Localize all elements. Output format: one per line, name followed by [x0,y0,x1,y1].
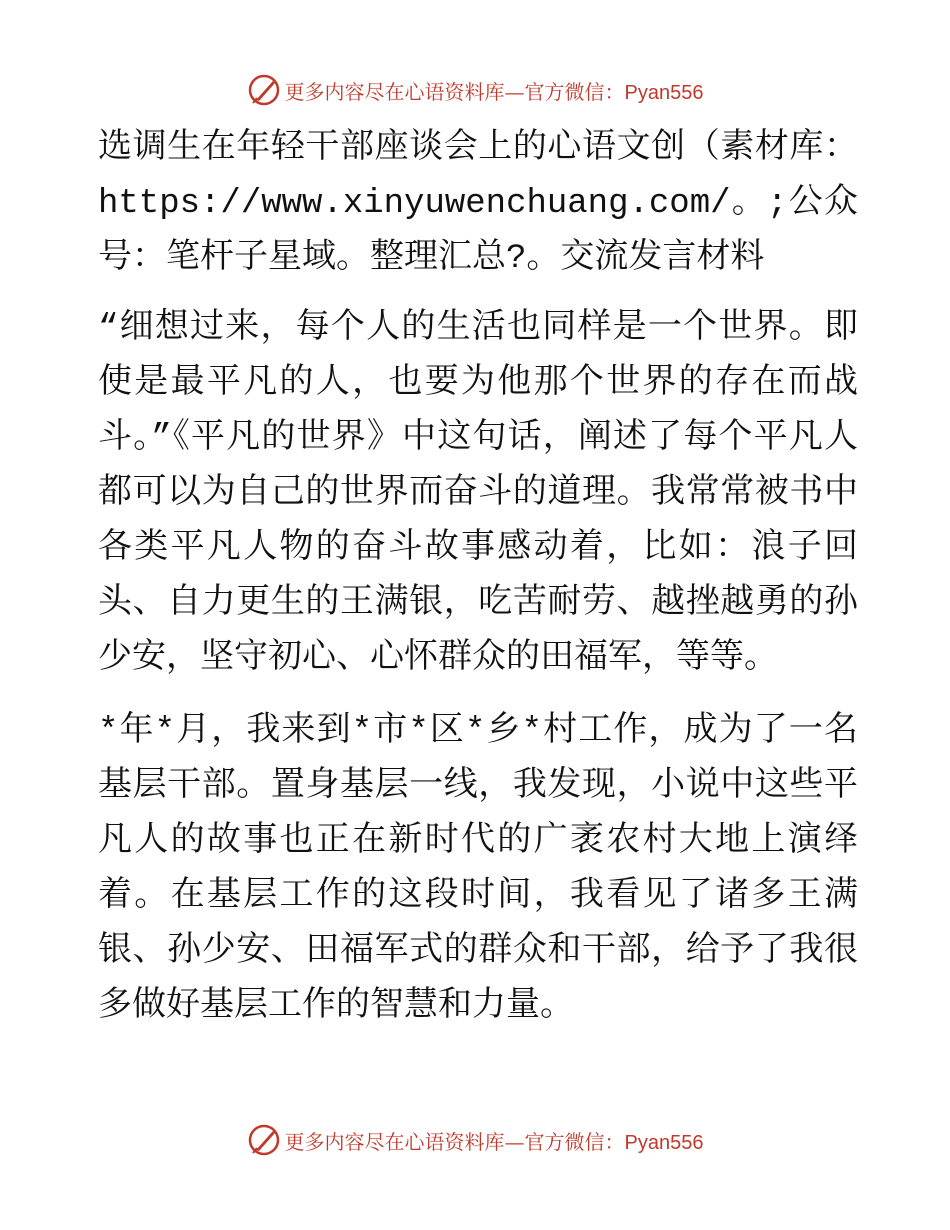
document-title: 选调生在年轻干部座谈会上的心语文创（素材库：https://www.xinyuwenchuang.com/。;公众号：笔杆子星域。整理汇总?。交流发言材料 [98,130,858,278]
footer-watermark [0,1120,950,1160]
quill-pen-circle-icon [247,1123,281,1157]
paragraph-2: *年*月，我来到*市*区*乡*村工作，成为了一名基层干部。置身基层一线，我发现，小说中这些平凡人的故事也正在新时代的广袤农村大地上演绎着。在基层工作的这段时间，我看见了诸多王满银、孙少安、田福军式的群众和干部，给予了我很多做好基层工作的智慧和力量。 [98,713,858,1026]
quill-pen-circle-icon [247,73,281,107]
header-watermark [0,70,950,110]
watermark-text: 更多内容尽在心语资料库—官方微信：Pyan556 [284,1129,704,1154]
document-body [98,122,858,1053]
paragraph-1: “细想过来，每个人的生活也同样是一个世界。即使是最平凡的人，也要为他那个世界的存在而战斗。”《平凡的世界》中这句话，阐述了每个平凡人都可以为自己的世界而奋斗的道理。我常常被书中各类平凡人物的奋斗故事感动着，比如：浪子回头、自力更生的王满银，吃苦耐劳、越挫越勇的孙少安，坚守初心、心怀群众的田福军，等等。 [98,310,858,678]
watermark-text: 更多内容尽在心语资料库—官方微信：Pyan556 [284,79,704,104]
